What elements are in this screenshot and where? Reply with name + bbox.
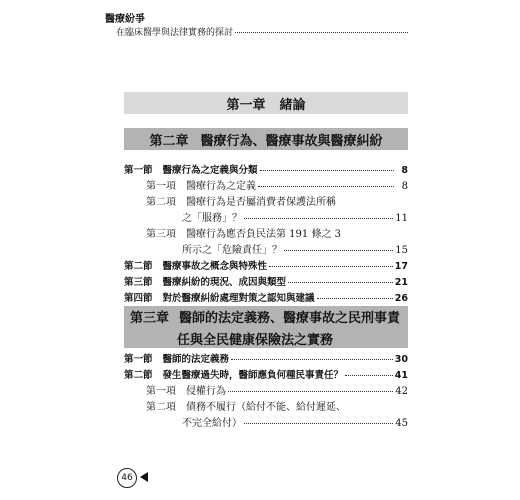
leader-dots xyxy=(269,266,393,267)
entry-page: 26 xyxy=(394,293,408,304)
entry-title: 醫師的法定義務 xyxy=(162,354,230,365)
toc-entry-continuation[interactable] xyxy=(124,245,408,257)
entry-label: 第二節 xyxy=(124,370,153,381)
leader-dots xyxy=(284,250,393,251)
entry-page: 30 xyxy=(394,354,408,365)
leader-dots xyxy=(260,170,394,171)
leader-dots xyxy=(244,218,393,219)
leader-dots xyxy=(228,391,393,392)
entry-page: 17 xyxy=(394,261,408,272)
entry-label: 第三項 xyxy=(146,229,176,240)
entry-page: 8 xyxy=(401,181,408,192)
toc-entry[interactable] xyxy=(124,293,408,305)
entry-title: 醫療糾紛的現況、成因與類型 xyxy=(162,277,287,288)
entry-title: 侵權行為 xyxy=(186,386,226,397)
entry-label: 第二項 xyxy=(146,402,176,413)
toc-entry[interactable] xyxy=(124,181,408,193)
entry-page: 8 xyxy=(401,165,408,176)
entry-page: 45 xyxy=(395,418,408,429)
book-subtitle: 在臨床醫學與法律實務的探討 xyxy=(116,28,234,38)
entry-label: 第一項 xyxy=(146,386,176,397)
entry-page: 21 xyxy=(394,277,408,288)
left-arrow-icon xyxy=(140,472,148,482)
toc-entry-continuation[interactable] xyxy=(124,418,408,430)
chapter-2-heading xyxy=(124,128,408,150)
toc-entry-continuation[interactable] xyxy=(124,213,408,225)
entry-label: 第三節 xyxy=(124,277,153,288)
chapter-3-title-line2: 任與全民健康保險法之實務 xyxy=(177,332,334,348)
entry-title: 之「服務」？ xyxy=(182,213,242,224)
entry-title: 醫療行為之定義與分類 xyxy=(162,165,258,176)
entry-label: 第一節 xyxy=(124,354,153,365)
entry-title: 醫療行為是否屬消費者保護法所稱 xyxy=(186,197,336,208)
entry-page: 11 xyxy=(395,213,408,224)
running-header xyxy=(105,14,145,26)
entry-label: 第一節 xyxy=(124,165,153,176)
entry-title: 對於醫療糾紛處理對策之認知與建議 xyxy=(162,293,315,304)
page-number: 46 xyxy=(117,468,137,488)
chapter-1-label: 第一章 xyxy=(226,97,266,113)
entry-title: 債務不履行（給付不能、給付遲延、 xyxy=(186,402,346,413)
chapter-2-toc xyxy=(124,165,408,304)
toc-entry[interactable] xyxy=(124,354,408,366)
toc-entry[interactable] xyxy=(124,402,408,414)
leader-dots xyxy=(317,298,393,299)
entry-page: 15 xyxy=(395,245,408,256)
chapter-3-toc xyxy=(124,354,408,434)
toc-entry[interactable] xyxy=(124,370,408,382)
entry-page: 41 xyxy=(394,370,408,381)
entry-label: 第四節 xyxy=(124,293,153,304)
chapter-2-label: 第二章 xyxy=(149,133,189,149)
chapter-3-title-line1: 醫師的法定義務、醫療事故之民刑事責 xyxy=(179,310,401,326)
leader-dots xyxy=(231,359,393,360)
toc-entry[interactable] xyxy=(124,165,408,177)
chapter-2-title: 醫療行為、醫療事故與醫療糾紛 xyxy=(200,133,383,149)
header-leader xyxy=(235,32,408,33)
leader-dots xyxy=(288,282,393,283)
chapter-1-title: 緒論 xyxy=(279,97,306,113)
entry-title: 所示之「危險責任」？ xyxy=(182,245,282,256)
toc-entry[interactable] xyxy=(124,229,408,241)
entry-title: 醫療事故之概念與特殊性 xyxy=(162,261,268,272)
entry-title: 發生醫療過失時，醫師應負何種民事責任？ xyxy=(162,370,344,381)
chapter-3-heading xyxy=(124,306,408,348)
book-title: 醫療紛爭 xyxy=(105,14,145,25)
leader-dots xyxy=(244,423,393,424)
entry-label: 第二項 xyxy=(146,197,176,208)
entry-title: 醫療行為應否負民法第 191 條之 3 xyxy=(186,229,341,240)
entry-title: 不完全給付） xyxy=(182,418,242,429)
leader-dots xyxy=(258,186,394,187)
toc-entry[interactable] xyxy=(124,261,408,273)
leader-dots xyxy=(345,375,393,376)
entry-page: 42 xyxy=(395,386,408,397)
entry-label: 第二節 xyxy=(124,261,153,272)
toc-entry[interactable] xyxy=(124,386,408,398)
chapter-1-heading xyxy=(124,92,408,114)
toc-entry[interactable] xyxy=(124,197,408,209)
entry-title: 醫療行為之定義 xyxy=(186,181,256,192)
entry-label: 第一項 xyxy=(146,181,176,192)
running-subtitle xyxy=(116,28,408,39)
toc-entry[interactable] xyxy=(124,277,408,289)
chapter-3-label: 第三章 xyxy=(130,310,170,326)
